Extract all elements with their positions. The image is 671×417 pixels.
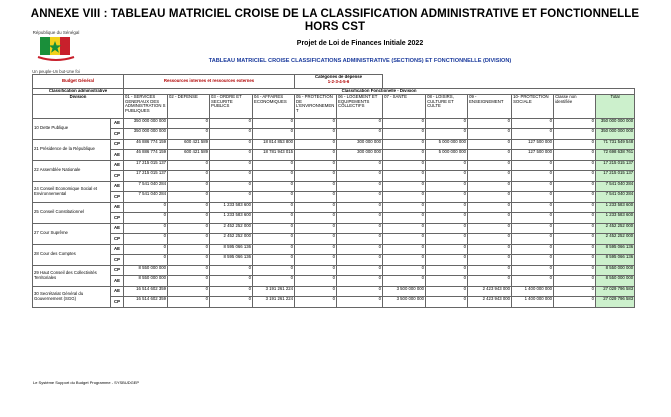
- column-header: 07 - SANTE: [383, 94, 426, 118]
- value-cell: 0: [426, 244, 468, 255]
- value-cell: 0: [383, 234, 426, 245]
- value-cell: 0: [210, 181, 253, 192]
- value-cell: 0: [554, 129, 596, 140]
- value-cell: 0: [253, 181, 295, 192]
- value-cell: 0: [210, 171, 253, 182]
- credit-type: AE: [111, 150, 124, 161]
- value-cell: 0: [383, 150, 426, 161]
- value-cell: 0: [554, 276, 596, 287]
- total-cell: 17 215 015 137: [596, 160, 635, 171]
- value-cell: 0: [295, 265, 337, 276]
- value-cell: 0: [253, 129, 295, 140]
- resources-label: Ressources internes et ressources externes: [124, 75, 295, 89]
- footer-text: Le Système Support du Budget Programme - SYSBUDGEP: [33, 380, 140, 385]
- value-cell: 0: [512, 244, 554, 255]
- total-cell: 1 233 583 600: [596, 202, 635, 213]
- value-cell: 0: [426, 286, 468, 297]
- table-row: [33, 150, 635, 161]
- value-cell: 0: [554, 150, 596, 161]
- value-cell: 0: [337, 297, 383, 308]
- value-cell: 8 550 000 000: [124, 276, 168, 287]
- categories-cell: [295, 75, 383, 89]
- column-header: 08 - LOISIRS, CULTURE ET CULTE: [426, 94, 468, 118]
- total-cell: 8 550 000 000: [596, 276, 635, 287]
- value-cell: 0: [168, 286, 210, 297]
- value-cell: 0: [337, 265, 383, 276]
- value-cell: 0: [253, 118, 295, 129]
- table-row: [33, 255, 635, 266]
- value-cell: 0: [295, 181, 337, 192]
- value-cell: 0: [253, 202, 295, 213]
- total-cell: 8 595 066 136: [596, 255, 635, 266]
- value-cell: 7 541 040 284: [124, 181, 168, 192]
- value-cell: 2 423 943 000: [468, 286, 512, 297]
- value-cell: 0: [512, 181, 554, 192]
- total-cell: 2 452 252 000: [596, 234, 635, 245]
- value-cell: 0: [168, 244, 210, 255]
- table-row: [33, 213, 635, 224]
- value-cell: 0: [253, 171, 295, 182]
- value-cell: 0: [337, 171, 383, 182]
- value-cell: 18 814 853 800: [253, 139, 295, 150]
- value-cell: 600 421 589: [168, 139, 210, 150]
- value-cell: 0: [295, 192, 337, 203]
- value-cell: 0: [295, 223, 337, 234]
- credit-type: AE: [111, 244, 124, 255]
- value-cell: 0: [426, 213, 468, 224]
- value-cell: 0: [554, 202, 596, 213]
- value-cell: 0: [383, 255, 426, 266]
- value-cell: 0: [168, 160, 210, 171]
- value-cell: 46 886 774 159: [124, 139, 168, 150]
- project-title: Projet de Loi de Finances Initiale 2022: [296, 40, 424, 47]
- credit-type: CP: [111, 265, 124, 276]
- value-cell: 0: [253, 160, 295, 171]
- value-cell: 0: [337, 118, 383, 129]
- value-cell: 0: [426, 276, 468, 287]
- value-cell: 0: [210, 118, 253, 129]
- value-cell: 1 400 000 000: [512, 297, 554, 308]
- value-cell: 0: [168, 192, 210, 203]
- table-row: [33, 192, 635, 203]
- value-cell: 0: [124, 255, 168, 266]
- value-cell: 0: [295, 202, 337, 213]
- value-cell: 0: [337, 192, 383, 203]
- credit-type: AE: [111, 181, 124, 192]
- value-cell: 0: [468, 181, 512, 192]
- value-cell: 0: [295, 129, 337, 140]
- value-cell: 0: [468, 192, 512, 203]
- value-cell: 0: [295, 171, 337, 182]
- value-cell: 0: [512, 160, 554, 171]
- value-cell: 0: [383, 192, 426, 203]
- value-cell: 350 000 000 000: [124, 118, 168, 129]
- value-cell: 0: [337, 234, 383, 245]
- value-cell: 0: [468, 150, 512, 161]
- entity-label: 10 Dette Publique: [33, 118, 111, 139]
- value-cell: 0: [295, 139, 337, 150]
- column-header: 04 - AFFAIRES ECONOMIQUES: [253, 94, 295, 118]
- value-cell: 0: [468, 223, 512, 234]
- table-row: [33, 118, 635, 129]
- value-cell: 0: [124, 223, 168, 234]
- value-cell: 0: [210, 265, 253, 276]
- value-cell: 0: [554, 223, 596, 234]
- value-cell: 0: [295, 234, 337, 245]
- value-cell: 0: [426, 171, 468, 182]
- credit-type: AE: [111, 286, 124, 297]
- table-row: [33, 276, 635, 287]
- logo-country: République du Sénégal: [32, 30, 80, 35]
- value-cell: 0: [554, 297, 596, 308]
- value-cell: 0: [168, 213, 210, 224]
- value-cell: 8 595 066 136: [210, 255, 253, 266]
- admin-class-label: Classification administrative: [33, 89, 124, 95]
- value-cell: 0: [295, 160, 337, 171]
- value-cell: 1 233 583 600: [210, 202, 253, 213]
- credit-type: CP: [111, 129, 124, 140]
- value-cell: 0: [168, 129, 210, 140]
- value-cell: 0: [383, 202, 426, 213]
- value-cell: 0: [168, 171, 210, 182]
- value-cell: 0: [512, 129, 554, 140]
- value-cell: 0: [512, 202, 554, 213]
- total-cell: 350 000 000 000: [596, 129, 635, 140]
- value-cell: 0: [168, 223, 210, 234]
- value-cell: 0: [337, 223, 383, 234]
- value-cell: 0: [124, 213, 168, 224]
- value-cell: 0: [383, 139, 426, 150]
- entity-label: 24 Conseil Economique Social et Environnemental: [33, 181, 111, 202]
- entity-label: 30 Secrétariat Général du Gouvernement (SGG): [33, 286, 111, 307]
- logo-slogan: Un peuple-Un but-Une foi: [32, 69, 80, 74]
- value-cell: 0: [168, 202, 210, 213]
- entity-label: 25 Conseil Constitutionnel: [33, 202, 111, 223]
- value-cell: 0: [468, 160, 512, 171]
- value-cell: 0: [168, 276, 210, 287]
- table-row: [33, 171, 635, 182]
- value-cell: 0: [210, 276, 253, 287]
- value-cell: 0: [383, 265, 426, 276]
- value-cell: 0: [426, 223, 468, 234]
- value-cell: 0: [210, 297, 253, 308]
- credit-type: AE: [111, 118, 124, 129]
- total-cell: 2 452 252 000: [596, 223, 635, 234]
- table-row: [33, 202, 635, 213]
- value-cell: 0: [426, 255, 468, 266]
- table-row: [33, 265, 635, 276]
- value-cell: 0: [512, 234, 554, 245]
- credit-type: CP: [111, 171, 124, 182]
- value-cell: 0: [468, 129, 512, 140]
- value-cell: 7 541 040 284: [124, 192, 168, 203]
- value-cell: 1 400 000 000: [512, 286, 554, 297]
- value-cell: 0: [168, 118, 210, 129]
- value-cell: 0: [295, 297, 337, 308]
- value-cell: 0: [468, 118, 512, 129]
- value-cell: 0: [426, 192, 468, 203]
- entity-label: 28 Cour des Comptes: [33, 244, 111, 265]
- value-cell: 0: [554, 160, 596, 171]
- credit-type: AE: [111, 202, 124, 213]
- value-cell: 0: [124, 202, 168, 213]
- credit-type: AE: [111, 276, 124, 287]
- value-cell: 0: [210, 286, 253, 297]
- value-cell: 0: [337, 160, 383, 171]
- value-cell: 0: [554, 286, 596, 297]
- total-cell: 8 550 000 000: [596, 265, 635, 276]
- value-cell: 0: [426, 118, 468, 129]
- entity-label: 29 Haut Conseil des Collectivités Territoriales: [33, 265, 111, 286]
- value-cell: 0: [512, 171, 554, 182]
- value-cell: 0: [554, 244, 596, 255]
- value-cell: 0: [383, 276, 426, 287]
- document-title: ANNEXE VIII : TABLEAU MATRICIEL CROISE DE LA CLASSIFICATION ADMINISTRATIVE ET FONCTIONNELLE HORS CST: [30, 8, 640, 33]
- column-header: Total: [596, 94, 635, 118]
- value-cell: 0: [512, 192, 554, 203]
- value-cell: 0: [168, 255, 210, 266]
- logo: [26, 30, 86, 74]
- value-cell: 0: [554, 255, 596, 266]
- value-cell: 0: [468, 255, 512, 266]
- credit-type: CP: [111, 234, 124, 245]
- value-cell: 0: [383, 181, 426, 192]
- value-cell: 0: [253, 234, 295, 245]
- func-class-label: Classification Fonctionelle - Division: [124, 89, 635, 95]
- value-cell: 16 514 602 359: [124, 297, 168, 308]
- value-cell: 0: [426, 160, 468, 171]
- credit-type: CP: [111, 255, 124, 266]
- total-cell: 7 541 040 284: [596, 181, 635, 192]
- value-cell: 0: [426, 129, 468, 140]
- value-cell: 0: [337, 213, 383, 224]
- value-cell: 0: [168, 181, 210, 192]
- value-cell: 3 191 261 224: [253, 297, 295, 308]
- column-header: Classe non identifiée: [554, 94, 596, 118]
- table-row: [33, 234, 635, 245]
- table-row: [33, 297, 635, 308]
- value-cell: 300 000 000: [337, 139, 383, 150]
- value-cell: 0: [426, 265, 468, 276]
- credit-type: AE: [111, 160, 124, 171]
- value-cell: 0: [124, 244, 168, 255]
- value-cell: 0: [210, 139, 253, 150]
- value-cell: 2 452 252 000: [210, 223, 253, 234]
- value-cell: 3 191 261 224: [253, 286, 295, 297]
- value-cell: 8 550 000 000: [124, 265, 168, 276]
- value-cell: 0: [253, 213, 295, 224]
- column-header: 09 - ENSEIGNEMENT: [468, 94, 512, 118]
- credit-type: CP: [111, 192, 124, 203]
- value-cell: 0: [426, 181, 468, 192]
- value-cell: 0: [168, 297, 210, 308]
- value-cell: 0: [512, 118, 554, 129]
- value-cell: 0: [383, 129, 426, 140]
- value-cell: 0: [468, 213, 512, 224]
- value-cell: 3 500 000 000: [383, 286, 426, 297]
- value-cell: 0: [295, 286, 337, 297]
- value-cell: 0: [210, 129, 253, 140]
- entity-label: 21 Présidence de la République: [33, 139, 111, 160]
- matrix-table: [32, 74, 635, 308]
- credit-type: CP: [111, 139, 124, 150]
- column-header: 03 - ORDRE ET SECURITE PUBLICS: [210, 94, 253, 118]
- value-cell: 0: [337, 181, 383, 192]
- value-cell: 0: [210, 150, 253, 161]
- value-cell: 0: [295, 150, 337, 161]
- entity-label: 27 Cour Suprême: [33, 223, 111, 244]
- table-row: [33, 160, 635, 171]
- value-cell: 5 000 000 000: [426, 150, 468, 161]
- value-cell: 350 000 000 000: [124, 129, 168, 140]
- value-cell: 0: [554, 234, 596, 245]
- value-cell: 0: [554, 171, 596, 182]
- value-cell: 0: [554, 139, 596, 150]
- value-cell: 0: [512, 276, 554, 287]
- value-cell: 0: [383, 244, 426, 255]
- value-cell: 0: [295, 276, 337, 287]
- value-cell: 0: [554, 265, 596, 276]
- table-row: [33, 181, 635, 192]
- total-cell: 72 698 638 761: [596, 150, 635, 161]
- budget-label: Budget Général: [33, 75, 124, 89]
- value-cell: 0: [383, 160, 426, 171]
- value-cell: 2 423 943 000: [468, 297, 512, 308]
- value-cell: 2 452 252 000: [210, 234, 253, 245]
- column-header: 01 - SERVICES GENERAUX DES ADMINISTRATION S PUBLIQUES: [124, 94, 168, 118]
- value-cell: 127 500 000: [512, 139, 554, 150]
- value-cell: 18 781 943 015: [253, 150, 295, 161]
- value-cell: 0: [253, 255, 295, 266]
- table-row: [33, 244, 635, 255]
- value-cell: 0: [295, 213, 337, 224]
- credit-type: AE: [111, 223, 124, 234]
- value-cell: 0: [468, 234, 512, 245]
- value-cell: 0: [554, 192, 596, 203]
- value-cell: 0: [295, 244, 337, 255]
- value-cell: 0: [383, 223, 426, 234]
- total-cell: 7 541 040 284: [596, 192, 635, 203]
- value-cell: 0: [468, 276, 512, 287]
- total-cell: 27 029 796 583: [596, 286, 635, 297]
- value-cell: 0: [468, 244, 512, 255]
- total-cell: 27 029 796 583: [596, 297, 635, 308]
- value-cell: 0: [383, 171, 426, 182]
- value-cell: 16 514 602 359: [124, 286, 168, 297]
- value-cell: 0: [512, 223, 554, 234]
- value-cell: 0: [337, 255, 383, 266]
- credit-type: CP: [111, 297, 124, 308]
- coat-of-arms-icon: [36, 35, 76, 63]
- categories-label: Catégories de dépense: [315, 74, 363, 79]
- categories-value: 1-2-3-4-5-6: [327, 78, 350, 84]
- value-cell: 0: [426, 202, 468, 213]
- division-label: Division: [33, 94, 124, 118]
- value-cell: 0: [295, 255, 337, 266]
- value-cell: 0: [168, 234, 210, 245]
- credit-type: CP: [111, 213, 124, 224]
- value-cell: 0: [383, 213, 426, 224]
- value-cell: 0: [253, 223, 295, 234]
- value-cell: 0: [468, 202, 512, 213]
- value-cell: 0: [124, 234, 168, 245]
- value-cell: 600 421 589: [168, 150, 210, 161]
- value-cell: 0: [512, 255, 554, 266]
- value-cell: 3 500 000 000: [383, 297, 426, 308]
- entity-label: 22 Assemblée Nationale: [33, 160, 111, 181]
- value-cell: 0: [337, 202, 383, 213]
- column-header: 06 - LOGEMENT ET EQUIPEMENTS COLLECTIFS: [337, 94, 383, 118]
- value-cell: 5 000 000 000: [426, 139, 468, 150]
- value-cell: 0: [512, 265, 554, 276]
- total-cell: 350 000 000 000: [596, 118, 635, 129]
- table-row: [33, 139, 635, 150]
- value-cell: 0: [512, 213, 554, 224]
- value-cell: 0: [468, 171, 512, 182]
- value-cell: 0: [337, 276, 383, 287]
- value-cell: 127 500 000: [512, 150, 554, 161]
- value-cell: 46 886 774 159: [124, 150, 168, 161]
- value-cell: 0: [295, 118, 337, 129]
- table-row: [33, 286, 635, 297]
- value-cell: 0: [554, 213, 596, 224]
- value-cell: 0: [253, 276, 295, 287]
- total-cell: 17 215 015 137: [596, 171, 635, 182]
- value-cell: 1 233 583 600: [210, 213, 253, 224]
- value-cell: 0: [337, 244, 383, 255]
- value-cell: 0: [468, 265, 512, 276]
- value-cell: 0: [210, 192, 253, 203]
- table-subtitle: TABLEAU MATRICIEL CROISE CLASSIFICATIONS ADMINISTRATIVE (SECTIONS) ET FONCTIONNELLE (DIVISION): [208, 58, 512, 64]
- column-header: 02 - DEFENSE: [168, 94, 210, 118]
- value-cell: 0: [253, 192, 295, 203]
- value-cell: 0: [468, 139, 512, 150]
- value-cell: 0: [554, 118, 596, 129]
- value-cell: 0: [210, 160, 253, 171]
- value-cell: 0: [168, 265, 210, 276]
- value-cell: 8 595 066 136: [210, 244, 253, 255]
- value-cell: 0: [253, 244, 295, 255]
- table-row: [33, 129, 635, 140]
- column-header: 05 - PROTECTION DE L'ENVIRONNEMEN T: [295, 94, 337, 118]
- column-header: 10- PROTECTION SOCIALE: [512, 94, 554, 118]
- table-row: [33, 223, 635, 234]
- value-cell: 0: [426, 297, 468, 308]
- value-cell: 0: [554, 181, 596, 192]
- value-cell: 0: [426, 234, 468, 245]
- total-cell: 71 731 549 548: [596, 139, 635, 150]
- value-cell: 17 215 015 137: [124, 171, 168, 182]
- value-cell: 0: [253, 265, 295, 276]
- total-cell: 1 233 583 600: [596, 213, 635, 224]
- total-cell: 8 595 066 136: [596, 244, 635, 255]
- value-cell: 17 215 015 137: [124, 160, 168, 171]
- value-cell: 0: [337, 129, 383, 140]
- value-cell: 0: [337, 286, 383, 297]
- value-cell: 0: [383, 118, 426, 129]
- value-cell: 300 000 000: [337, 150, 383, 161]
